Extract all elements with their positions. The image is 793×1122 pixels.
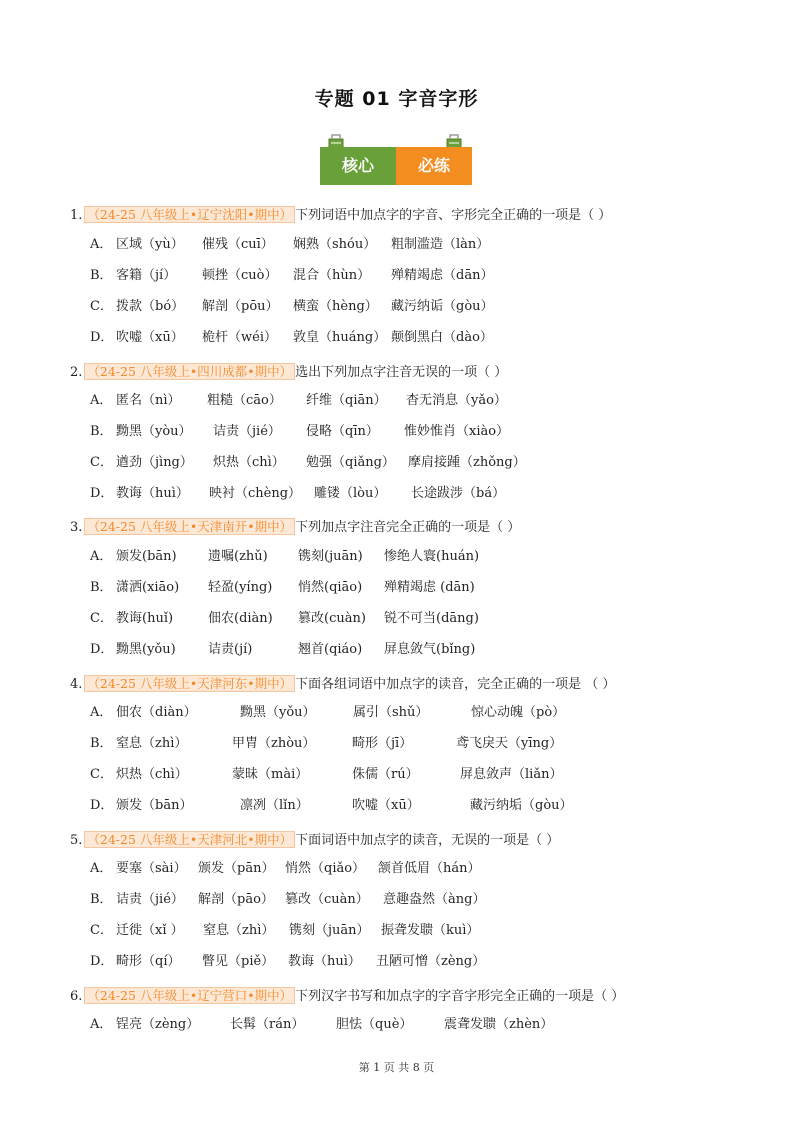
option-item: 区域（yù）: [116, 237, 184, 252]
page-title: 专题 01 字音字形: [314, 88, 479, 110]
question-text: 下列加点字注音完全正确的一项是（ ）: [295, 520, 521, 535]
option-item: 娴熟（shóu）: [293, 237, 377, 252]
option-item: 瞥见（piě）: [202, 954, 275, 969]
option-item: 属引（shǔ）: [353, 705, 429, 720]
option-row: [90, 329, 493, 347]
option-label: D．: [90, 954, 114, 969]
option-label: A．: [90, 393, 113, 408]
option-label: D．: [90, 486, 114, 501]
option-item: 屏息敛声（liǎn）: [460, 767, 563, 782]
option-item: 窒息（zhì）: [203, 923, 275, 938]
option-item: 解剖（pāo）: [198, 892, 274, 907]
option-item: 篡改（cuàn）: [285, 892, 369, 907]
option-item: 侏儒（rú）: [352, 767, 419, 782]
option-label: C．: [90, 455, 113, 470]
option-row: [90, 797, 573, 815]
option-item: 窒息（zhì）: [116, 736, 188, 751]
question-number: 1.: [70, 208, 83, 223]
option-item: 迁徙（xǐ ）: [116, 923, 184, 938]
option-item: 横蛮（hèng）: [293, 299, 378, 314]
option-item: 悄然(qiāo): [298, 580, 363, 595]
option-item: 长髯（rán）: [230, 1017, 305, 1032]
option-item: 畸形（jī）: [352, 736, 413, 751]
option-item: 殚精竭虑 (dān): [384, 580, 475, 595]
option-label: D．: [90, 330, 114, 345]
option-item: 镌刻(juān): [298, 549, 363, 564]
option-item: 勉强（qiǎng）: [306, 455, 395, 470]
question-number: 2.: [70, 365, 83, 380]
option-row: [90, 610, 479, 628]
badge-left-label: 核心: [320, 147, 396, 185]
option-row: [90, 891, 485, 909]
option-row: [90, 454, 526, 472]
question-source: （24-25 八年级上•辽宁沈阳•期中）: [84, 206, 295, 223]
question-text: 下面各组词语中加点字的读音，完全正确的一项是 （ ）: [295, 677, 616, 692]
option-item: 丑陋可憎（zèng）: [376, 954, 486, 969]
option-item: 侵略（qīn）: [306, 424, 379, 439]
option-row: [90, 922, 479, 940]
option-item: 敦皇（huáng）: [293, 330, 387, 345]
option-item: 催残（cuī）: [202, 237, 274, 252]
option-item: 振聋发聩（kuì）: [381, 923, 480, 938]
option-item: 锃亮（zèng）: [116, 1017, 200, 1032]
option-row: [90, 485, 505, 503]
option-item: 意趣盎然（àng）: [383, 892, 486, 907]
option-item: 凛冽（lǐn）: [240, 798, 309, 813]
question-4-stem: [70, 675, 615, 694]
option-item: 桅杆（wéi）: [202, 330, 277, 345]
option-item: 颔首低眉（hán）: [378, 861, 481, 876]
page-footer: 第 1 页 共 8 页: [358, 1061, 435, 1074]
option-row: [90, 641, 475, 659]
option-label: B．: [90, 268, 113, 283]
option-item: 颁发（bān）: [116, 798, 193, 813]
option-item: 黝黑（yǒu）: [240, 705, 316, 720]
option-label: B．: [90, 580, 113, 595]
option-item: 甲胄（zhòu）: [232, 736, 316, 751]
option-row: [90, 1016, 553, 1034]
option-label: A．: [90, 237, 113, 252]
option-row: [90, 423, 509, 441]
option-item: 潇洒(xiāo): [116, 580, 180, 595]
option-item: 惨绝人寰(huán): [384, 549, 480, 564]
option-item: 炽热（chì）: [116, 767, 188, 782]
option-item: 杳无消息（yǎo）: [406, 393, 507, 408]
option-label: A．: [90, 1017, 113, 1032]
option-item: 黝黑(yǒu): [116, 642, 176, 657]
question-source: （24-25 八年级上•四川成都•期中）: [84, 363, 295, 380]
option-item: 纤维（qiān）: [306, 393, 387, 408]
option-label: C．: [90, 611, 113, 626]
option-row: [90, 579, 475, 597]
option-label: A．: [90, 705, 113, 720]
option-item: 诘责（jié）: [213, 424, 281, 439]
option-label: C．: [90, 767, 113, 782]
option-row: [90, 548, 479, 566]
option-item: 惟妙惟肖（xiào）: [404, 424, 510, 439]
question-5-stem: [70, 831, 559, 850]
question-text: 下面词语中加点字的读音，无误的一项是（ ）: [295, 833, 560, 848]
option-row: [90, 953, 485, 971]
question-source: （24-25 八年级上•天津河东•期中）: [84, 675, 295, 692]
option-label: B．: [90, 736, 113, 751]
question-1-stem: [70, 206, 611, 225]
option-item: 教诲（huì）: [116, 486, 189, 501]
option-item: 翘首(qiáo): [298, 642, 363, 657]
option-item: 锐不可当(dāng): [384, 611, 479, 626]
option-item: 殚精竭虑（dān）: [391, 268, 494, 283]
option-label: D．: [90, 642, 114, 657]
option-item: 客籍（jí）: [116, 268, 177, 283]
option-item: 惊心动魄（pò）: [471, 705, 566, 720]
option-item: 篡改(cuàn): [298, 611, 366, 626]
option-row: [90, 392, 507, 410]
option-row: [90, 766, 562, 784]
question-number: 6.: [70, 989, 83, 1004]
option-row: [90, 735, 562, 753]
option-item: 诘责(jí): [208, 642, 253, 657]
option-item: 遗嘱(zhǔ): [208, 549, 268, 564]
question-number: 3.: [70, 520, 83, 535]
option-item: 匿名（nì）: [116, 393, 181, 408]
option-item: 屏息敛气(bǐng): [384, 642, 476, 657]
option-item: 蒙昧（mài）: [232, 767, 309, 782]
option-row: [90, 860, 481, 878]
option-row: [90, 236, 489, 254]
option-row: [90, 267, 493, 285]
option-item: 混合（hùn）: [293, 268, 371, 283]
option-item: 映衬（chèng）: [209, 486, 302, 501]
option-item: 藏污纳垢（gòu）: [470, 798, 573, 813]
question-number: 4.: [70, 677, 83, 692]
option-item: 粗制滥造（làn）: [391, 237, 490, 252]
option-row: [90, 704, 565, 722]
option-item: 长途跋涉（bá）: [411, 486, 506, 501]
option-item: 黝黑（yòu）: [116, 424, 192, 439]
option-item: 拨款（bó）: [116, 299, 185, 314]
option-item: 颠倒黑白（dào）: [391, 330, 493, 345]
option-item: 畸形（qí）: [116, 954, 181, 969]
option-item: 要塞（sài）: [116, 861, 187, 876]
question-3-stem: [70, 518, 520, 537]
section-badge: [320, 133, 472, 185]
option-label: B．: [90, 424, 113, 439]
question-text: 选出下列加点字注音无误的一项（ ）: [295, 365, 508, 380]
option-item: 摩肩接踵（zhǒng）: [408, 455, 526, 470]
option-item: 佃农(diàn): [208, 611, 273, 626]
option-item: 遒劲（jìng）: [116, 455, 193, 470]
option-label: C．: [90, 923, 113, 938]
option-item: 鸢飞戾天（yīng）: [456, 736, 563, 751]
option-item: 藏污纳诟（gòu）: [391, 299, 494, 314]
option-item: 佃农（diàn）: [116, 705, 197, 720]
option-item: 解剖（pōu）: [202, 299, 279, 314]
question-6-stem: [70, 987, 624, 1006]
option-label: A．: [90, 549, 113, 564]
option-item: 颁发（pān）: [198, 861, 275, 876]
question-2-stem: [70, 363, 507, 382]
option-label: A．: [90, 861, 113, 876]
option-item: 胆怯（què）: [336, 1017, 413, 1032]
option-label: B．: [90, 892, 113, 907]
option-item: 教诲（huì）: [288, 954, 361, 969]
option-label: D．: [90, 798, 114, 813]
option-item: 震聋发聩（zhèn）: [444, 1017, 554, 1032]
option-label: C．: [90, 299, 113, 314]
option-item: 悄然（qiǎo）: [285, 861, 366, 876]
option-item: 雕镂（lòu）: [314, 486, 387, 501]
option-item: 粗糙（cāo）: [207, 393, 282, 408]
option-item: 轻盈(yíng): [208, 580, 273, 595]
option-item: 炽热（chì）: [213, 455, 285, 470]
question-source: （24-25 八年级上•辽宁营口•期中）: [84, 987, 295, 1004]
question-text: 下列汉字书写和加点字的字音字形完全正确的一项是（ ）: [295, 989, 625, 1004]
option-item: 镌刻（juān）: [289, 923, 370, 938]
question-source: （24-25 八年级上•天津南开•期中）: [84, 518, 295, 535]
option-item: 顿挫（cuò）: [202, 268, 278, 283]
option-item: 颁发(bān): [116, 549, 177, 564]
badge-right-label: 必练: [396, 147, 472, 185]
question-source: （24-25 八年级上•天津河北•期中）: [84, 831, 295, 848]
option-item: 诘责（jié）: [116, 892, 184, 907]
option-row: [90, 298, 494, 316]
question-number: 5.: [70, 833, 83, 848]
question-text: 下列词语中加点字的字音、字形完全正确的一项是（ ）: [295, 208, 612, 223]
option-item: 吹嘘（xū）: [116, 330, 184, 345]
option-item: 吹嘘（xū）: [352, 798, 420, 813]
option-item: 教诲(huǐ): [116, 611, 174, 626]
